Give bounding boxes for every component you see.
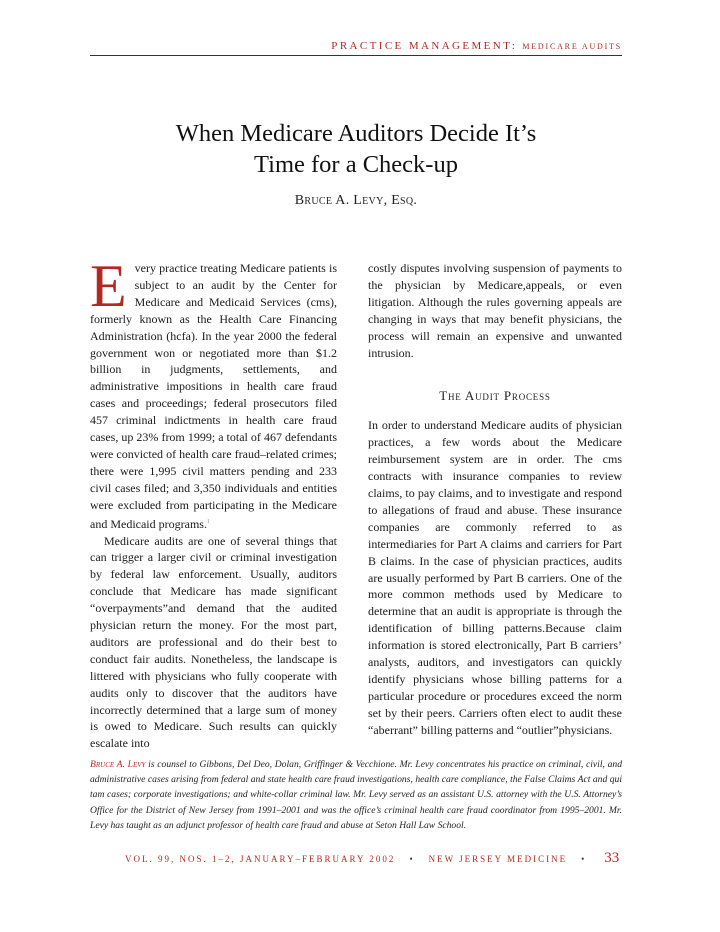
page-number: 33	[604, 850, 620, 866]
intro-paragraph	[90, 253, 337, 533]
body-paragraph: costly disputes involving suspension of payments to the physician by Medicare,appeals, or even litigation. Although the rules governing appeals are changing in ways that may benefit physicians, the process will remain an expensive and unwanted intrusion.	[368, 261, 622, 360]
title-line-1: When Medicare Auditors Decide It’s	[175, 120, 537, 147]
intro-text: very practice treating Medicare patients is subject to an audit by the Center for Medicare and Medicaid Services (cms), formerly known as the Health Care Financing Administration (hcfa). In the year 2000 the federal government won or negotiated more than $1.2 billion in judgments, settlements, and administrative impositions in health care fraud cases and proceedings; federal prosecutors filed 457 criminal indictments in health care fraud cases, up 23% from 1999; a total of 467 defendants were convicted of health care fraud–related crimes; there were 1,995 civil matters pending and 233 civil cases filed; and 3,350 individuals and entities were excluded from participating in the Medicare and Medicaid programs.	[90, 261, 337, 531]
header-rule	[90, 55, 622, 56]
bio-text: is counsel to Gibbons, Del Deo, Dolan, Griffinger & Vecchione. Mr. Levy concentrates his practice on criminal, civil, and administrative cases arising from federal and state health care fraud investigations, health care compliance, the False Claims Act and qui tam cases; corporate investigations; and white-collar criminal law. Mr. Levy served as an assistant U.S. attorney with the U.S. Attorney’s Office for the District of New Jersey from 1991–2001 and was the office’s criminal health care fraud coordinator from 1995–2001. Mr. Levy has taught as an adjunct professor of health care fraud and abuse at Seton Hall Law School.	[90, 759, 622, 831]
footer-bullet: •	[581, 853, 587, 864]
section-heading: The Audit Process	[439, 388, 551, 404]
article-title	[90, 118, 622, 180]
drop-cap: E	[90, 253, 127, 319]
footer-volume: VOL. 99, NOS. 1–2, JANUARY–FEBRUARY 2002	[125, 853, 396, 864]
header-section: PRACTICE MANAGEMENT:	[331, 40, 518, 52]
footer-bullet: •	[409, 853, 415, 864]
author-bio	[90, 757, 622, 833]
header-topic: MEDICARE AUDITS	[522, 42, 622, 51]
body-paragraph: In order to understand Medicare audits of physician practices, a few words about the Medicare reimbursement system are in order. The cms contracts with insurance companies to review claims, to pay claims, and to investigate and respond to allegations of fraud and abuse. These insurance companies are commonly referred to as intermediaries for Part A claims and carriers for Part B claims. In the case of physician practices, audits are usually performed by Part B carriers. One of the more common methods used by Medicare to determine that an audit is appropriate is through the identification of billing patterns.Because claim information is stored electronically, Part B carriers’ analysts, auditors, and investigators can quickly identify physicians whose billing patterns for a particular procedure or procedures exceed the norm set by their peers. Carriers often elect to audit these “aberrant” billing patterns and “outlier”physicians.	[368, 418, 622, 737]
right-column	[368, 260, 622, 739]
title-line-2: Time for a Check-up	[254, 151, 458, 178]
bio-author-name: Bruce A. Levy	[90, 759, 146, 770]
page-footer	[125, 850, 622, 867]
footer-journal: NEW JERSEY MEDICINE	[428, 853, 568, 864]
author-byline: Bruce A. Levy, Esq.	[294, 193, 418, 208]
body-paragraph: Medicare audits are one of several things that can trigger a larger civil or criminal investigation by federal law enforcement. Usually, auditors conclude that Medicare has made significant “overpayments”and demand that the audited physician return the money. For the most part, auditors are professional and do their best to conduct fair audits. Nonetheless, the landscape is littered with physicians who fully cooperate with audits only to discover that the auditors have incorrectly determined that a large sum of money is owed to Medicare. Such results can quickly escalate into	[90, 533, 337, 751]
running-header	[90, 40, 622, 52]
footnote-marker: 1	[206, 518, 210, 525]
left-column	[90, 253, 337, 752]
